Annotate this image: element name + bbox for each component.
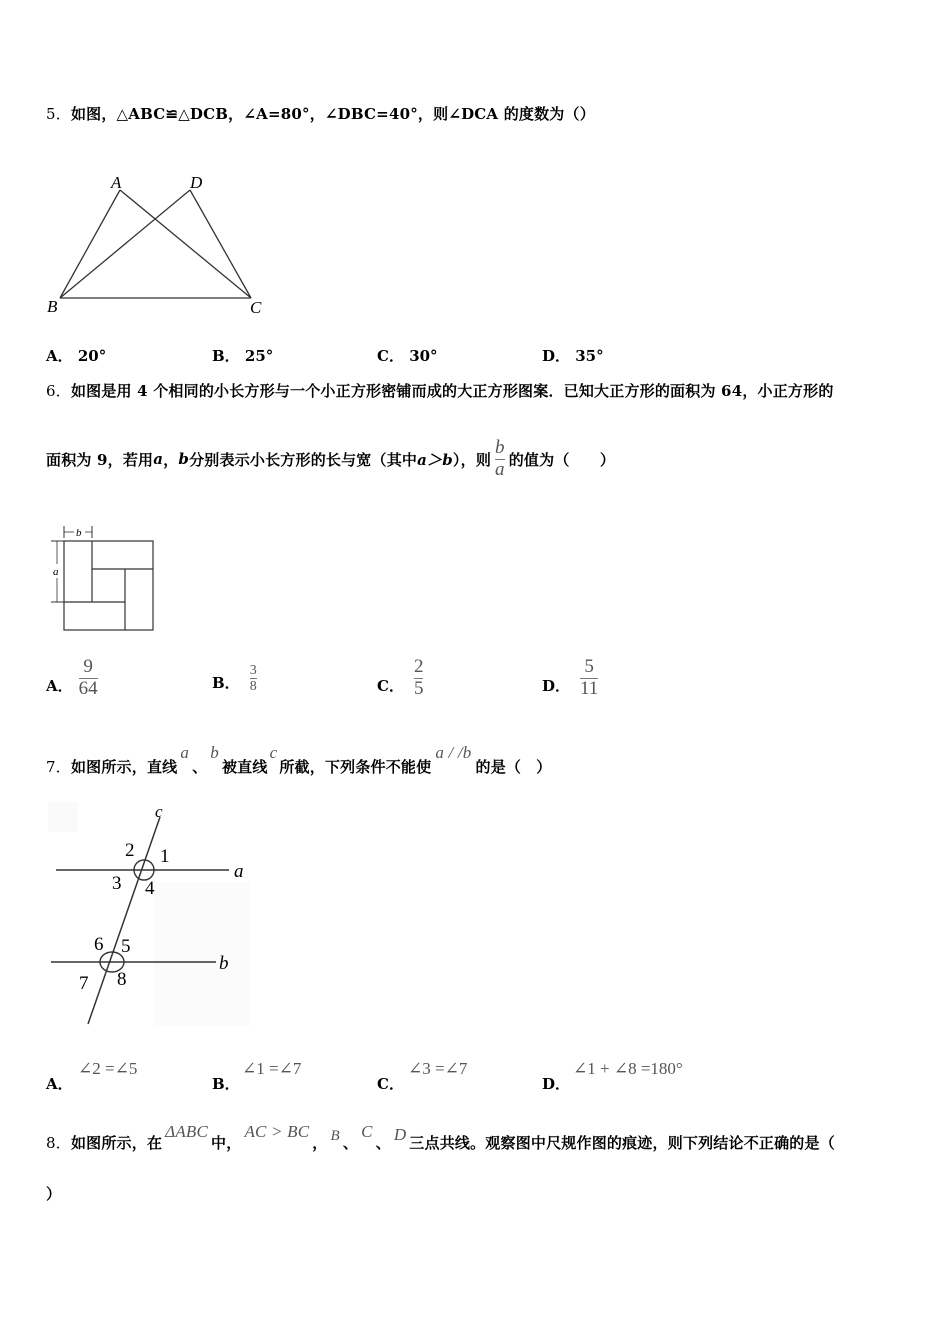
q6-stem-line1 bbox=[46, 380, 834, 401]
q8-text-1: 如图所示，在 bbox=[70, 1134, 163, 1152]
q7-angle-6: 6 bbox=[94, 934, 104, 955]
q7-option-b[interactable] bbox=[212, 1073, 240, 1094]
q6-big-square bbox=[64, 541, 153, 630]
q8-text-2: 中， bbox=[211, 1134, 242, 1152]
q7-stem bbox=[46, 743, 552, 777]
q5-option-d[interactable] bbox=[542, 345, 604, 366]
q6-option-c-letter: C． bbox=[377, 676, 404, 695]
q5-option-c[interactable] bbox=[377, 345, 438, 366]
q5-line-DC bbox=[190, 190, 251, 298]
q7-option-b-expr: ∠1 =∠7 bbox=[242, 1059, 302, 1078]
q7-option-c-expr: ∠3 =∠7 bbox=[408, 1059, 468, 1078]
q6-option-a-num: 9 bbox=[83, 656, 93, 677]
q5-option-c-value: 30° bbox=[409, 347, 438, 365]
q6-comma: ， bbox=[163, 450, 179, 469]
q6-option-c-fraction bbox=[414, 657, 424, 700]
q6-label-a: a bbox=[53, 566, 59, 578]
q5-text: 如图，△ABC≌△DCB，∠A=80°，∠DBC=40°，则∠DCA 的度数为（） bbox=[70, 105, 595, 123]
q7-option-c[interactable] bbox=[377, 1073, 404, 1094]
q6-option-d-fraction bbox=[580, 657, 598, 700]
q5-label-B: B bbox=[47, 297, 58, 316]
q6-var-a: a bbox=[153, 450, 164, 469]
q6-option-b-letter: B． bbox=[212, 674, 240, 693]
q5-option-a-letter: A． bbox=[46, 347, 73, 365]
q7-option-d[interactable] bbox=[542, 1073, 570, 1094]
q7-number: 7． bbox=[46, 758, 71, 776]
q8-comma: ， bbox=[312, 1134, 328, 1152]
q7-scan-patch bbox=[48, 802, 78, 832]
q7-option-a-expr: ∠2 =∠5 bbox=[78, 1059, 138, 1078]
q6-option-a-den: 64 bbox=[78, 677, 98, 699]
q5-option-b-value: 25° bbox=[244, 347, 274, 365]
q5-option-b-letter: B． bbox=[212, 347, 240, 365]
q6-fraction-b-over-a bbox=[495, 438, 505, 481]
q6-line2-end: 的值为（ ） bbox=[508, 450, 616, 469]
q6-line1: 如图是用 4 个相同的小长方形与一个小正方形密铺而成的大正方形图案．已知大正方形的面积为 64，小正方形的 bbox=[70, 382, 834, 400]
q8-point-D: D bbox=[393, 1125, 407, 1144]
q7-angle-2: 2 bbox=[125, 840, 135, 861]
q6-option-b-den: 8 bbox=[249, 679, 257, 695]
q8-stem bbox=[46, 1122, 835, 1153]
q6-option-a-fraction bbox=[79, 657, 98, 700]
q6-option-c-den: 5 bbox=[413, 677, 424, 699]
q6-option-b[interactable] bbox=[212, 663, 257, 695]
q7-line-c bbox=[88, 817, 160, 1024]
q6-frac-den: a bbox=[495, 458, 505, 480]
q5-line-AC bbox=[120, 190, 251, 298]
q6-option-b-fraction bbox=[250, 663, 257, 695]
q5-label-D: D bbox=[190, 173, 203, 192]
q6-condition: a＞b bbox=[417, 450, 453, 469]
q5-triangle-figure bbox=[40, 168, 275, 320]
q8-triangle-expr: ΔABC bbox=[165, 1122, 209, 1141]
q6-option-c-num: 2 bbox=[413, 656, 424, 677]
q8-number: 8． bbox=[46, 1134, 71, 1152]
q6-option-a-letter: A． bbox=[46, 676, 73, 695]
q7-label-b: b bbox=[219, 953, 229, 974]
q7-option-c-letter: C． bbox=[377, 1075, 404, 1093]
q7-parallel-expr: a / /b bbox=[435, 743, 472, 762]
q6-option-d-den: 11 bbox=[580, 677, 599, 699]
q7-option-a[interactable] bbox=[46, 1073, 73, 1094]
q7-var-a: a bbox=[180, 743, 190, 762]
q5-line-DB bbox=[60, 190, 190, 298]
q5-label-C: C bbox=[250, 298, 262, 317]
q6-number: 6． bbox=[46, 382, 71, 400]
q8-inequality: AC > BC bbox=[244, 1122, 310, 1141]
q8-point-C: C bbox=[361, 1122, 373, 1141]
q6-option-b-num: 3 bbox=[249, 663, 257, 678]
q7-var-c: c bbox=[269, 743, 278, 762]
q7-angle-1: 1 bbox=[160, 846, 170, 867]
q6-option-d[interactable] bbox=[542, 657, 598, 700]
q7-option-d-letter: D． bbox=[542, 1075, 571, 1093]
q7-angle-4: 4 bbox=[145, 878, 155, 899]
q5-label-A: A bbox=[111, 173, 122, 192]
q7-angle-8: 8 bbox=[117, 969, 127, 990]
q5-option-c-letter: C． bbox=[377, 347, 404, 365]
q7-angle-5: 5 bbox=[121, 936, 131, 957]
q6-var-b: b bbox=[178, 450, 190, 469]
q5-option-a[interactable] bbox=[46, 345, 106, 366]
q8-text-3: 三点共线。观察图中尺规作图的痕迹，则下列结论不正确的是（ bbox=[409, 1134, 835, 1152]
q7-angle-7: 7 bbox=[79, 973, 89, 994]
q6-line2-mid: 分别表示小长方形的长与宽（其中 bbox=[189, 450, 418, 469]
q5-number: 5． bbox=[46, 105, 71, 123]
q7-lines-figure bbox=[46, 800, 251, 1030]
q6-option-d-num: 5 bbox=[584, 656, 594, 677]
q7-option-d-expr: ∠1 + ∠8 =180° bbox=[573, 1059, 683, 1078]
q7-text-3: 所截，下列条件不能使 bbox=[279, 758, 432, 776]
q6-stem-line2 bbox=[46, 438, 615, 481]
q7-text-1: 如图所示，直线 bbox=[70, 758, 178, 776]
q5-line-AB bbox=[60, 190, 120, 298]
q8-point-B: B bbox=[330, 1128, 340, 1144]
q5-option-b[interactable] bbox=[212, 345, 273, 366]
q5-stem bbox=[46, 103, 595, 124]
q6-line2-post: ），则 bbox=[452, 450, 492, 469]
q7-option-a-letter: A． bbox=[46, 1075, 73, 1093]
q7-scan-patch bbox=[154, 882, 249, 1027]
q6-line2-pre: 面积为 9，若用 bbox=[46, 450, 154, 469]
q6-square-figure bbox=[44, 524, 159, 634]
q7-label-c: c bbox=[155, 802, 163, 821]
q7-angle-3: 3 bbox=[112, 873, 122, 894]
q7-text-4: 的是（ ） bbox=[475, 758, 552, 776]
q5-option-d-value: 35° bbox=[575, 347, 604, 365]
q7-var-b: b bbox=[210, 743, 219, 762]
q8-close-paren: ） bbox=[46, 1185, 62, 1203]
q7-option-b-letter: B． bbox=[212, 1075, 240, 1093]
q6-option-d-letter: D． bbox=[542, 676, 571, 695]
q5-option-d-letter: D． bbox=[542, 347, 571, 365]
q8-sep-2: 、 bbox=[375, 1134, 391, 1152]
q7-label-a: a bbox=[234, 861, 244, 882]
q8-sep-1: 、 bbox=[342, 1134, 359, 1152]
q6-option-a[interactable] bbox=[46, 657, 98, 700]
q5-option-a-value: 20° bbox=[77, 347, 107, 365]
q6-label-b: b bbox=[76, 527, 82, 539]
q6-frac-num: b bbox=[495, 437, 505, 458]
q7-sep: 、 bbox=[192, 758, 208, 776]
q7-text-2: 被直线 bbox=[221, 758, 268, 776]
q6-option-c[interactable] bbox=[377, 657, 423, 700]
